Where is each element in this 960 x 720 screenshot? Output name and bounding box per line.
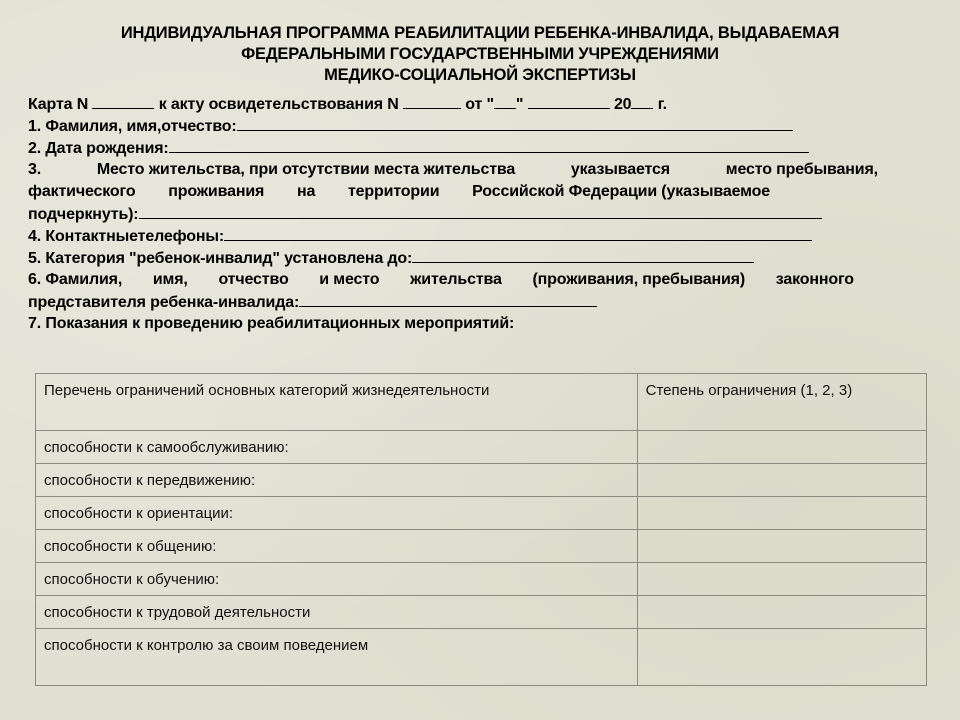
header-col-1: Перечень ограничений основных категорий жизнедеятельности (36, 374, 638, 431)
field-4-label: 4. Контактныетелефоны: (28, 228, 225, 245)
birth-date-blank[interactable] (169, 137, 809, 153)
field-6-part: (проживания, пребывания) (532, 271, 746, 288)
day-blank[interactable] (494, 93, 516, 109)
title-line-1: ИНДИВИДУАЛЬНАЯ ПРОГРАММА РЕАБИЛИТАЦИИ РЕБЕНКА-ИНВАЛИДА, ВЫДАВАЕМАЯ (120, 24, 840, 42)
field-6-label-end: представителя ребенка-инвалида: (28, 294, 300, 311)
row-label: способности к ориентации: (36, 497, 638, 530)
row-label: способности к контролю за своим поведением (36, 629, 638, 686)
field-6-part: имя, (152, 271, 188, 288)
month-blank[interactable] (528, 93, 610, 109)
table-row (36, 629, 927, 686)
row-value-cell[interactable] (637, 563, 926, 596)
limitations-table (35, 373, 927, 686)
row-value-cell[interactable] (637, 431, 926, 464)
field-3-part: территории (347, 183, 440, 200)
row-label: способности к обучению: (36, 563, 638, 596)
document-title (28, 23, 932, 86)
card-number-blank[interactable] (92, 93, 154, 109)
field-6-part: и место (319, 271, 380, 288)
table-row (36, 596, 927, 629)
card-quote: " (515, 96, 524, 113)
field-1-label: 1. Фамилия, имя,отчество: (28, 118, 237, 135)
title-line-2: ФЕДЕРАЛЬНЫМИ ГОСУДАРСТВЕННЫМИ УЧРЕЖДЕНИЯМИ (241, 45, 719, 63)
card-prefix: Карта N (28, 96, 89, 113)
field-3-line-2 (28, 181, 770, 203)
row-label: способности к трудовой деятельности (36, 596, 638, 629)
field-3-line-3 (28, 203, 908, 225)
limitations-table-wrap (35, 373, 927, 686)
header-col-2: Степень ограничения (1, 2, 3) (637, 374, 926, 431)
full-name-blank[interactable] (237, 115, 793, 131)
card-suffix: г. (657, 96, 667, 113)
table-row (36, 530, 927, 563)
field-6-part: отчество (218, 271, 289, 288)
row-value-cell[interactable] (637, 530, 926, 563)
row-value-cell[interactable] (637, 596, 926, 629)
residence-blank[interactable] (139, 203, 822, 219)
field-5-line (28, 247, 908, 269)
row-label: способности к общению: (36, 530, 638, 563)
field-3-part: место пребывания, (725, 161, 878, 178)
field-1-line (28, 115, 908, 137)
table-row (36, 431, 927, 464)
field-6-part: 6. Фамилия, (28, 271, 123, 288)
field-6-line-1 (28, 269, 854, 291)
table-row (36, 497, 927, 530)
card-number-line (28, 93, 908, 115)
field-3-part: Российской Федерации (указываемое (472, 183, 770, 200)
row-label: способности к передвижению: (36, 464, 638, 497)
card-mid: к акту освидетельствования N (158, 96, 399, 113)
card-from: от " (465, 96, 494, 113)
field-3-part: проживания (168, 183, 265, 200)
row-value-cell[interactable] (637, 497, 926, 530)
phones-blank[interactable] (224, 225, 812, 241)
field-3-part: на (296, 183, 316, 200)
field-2-label: 2. Дата рождения: (28, 140, 169, 157)
table-row (36, 563, 927, 596)
category-until-blank[interactable] (412, 247, 754, 263)
row-value-cell[interactable] (637, 464, 926, 497)
title-line-3: МЕДИКО-СОЦИАЛЬНОЙ ЭКСПЕРТИЗЫ (324, 66, 636, 84)
field-7-line (28, 313, 908, 335)
field-7-label: 7. Показания к проведению реабилитационных мероприятий: (28, 315, 515, 332)
field-6-line-2 (28, 291, 908, 313)
field-3-part: фактического (28, 183, 136, 200)
table-row (36, 464, 927, 497)
card-year: 20 (613, 96, 632, 113)
form-fields (28, 93, 908, 335)
row-label: способности к самообслуживанию: (36, 431, 638, 464)
row-value-cell[interactable] (637, 629, 926, 686)
field-3-part: 3. (28, 161, 42, 178)
field-3-part: указывается (570, 161, 670, 178)
field-2-line (28, 137, 908, 159)
table-header-row (36, 374, 927, 431)
act-number-blank[interactable] (403, 93, 461, 109)
guardian-blank[interactable] (299, 291, 597, 307)
year-blank[interactable] (631, 93, 653, 109)
field-3-part: Место жительства, при отсутствии места жительства (96, 161, 516, 178)
field-3-label-end: подчеркнуть): (28, 206, 139, 223)
field-3-line-1 (28, 159, 878, 181)
field-4-line (28, 225, 908, 247)
field-6-part: законного (775, 271, 854, 288)
field-6-part: жительства (410, 271, 502, 288)
field-5-label: 5. Категория "ребенок-инвалид" установлена до: (28, 250, 413, 267)
